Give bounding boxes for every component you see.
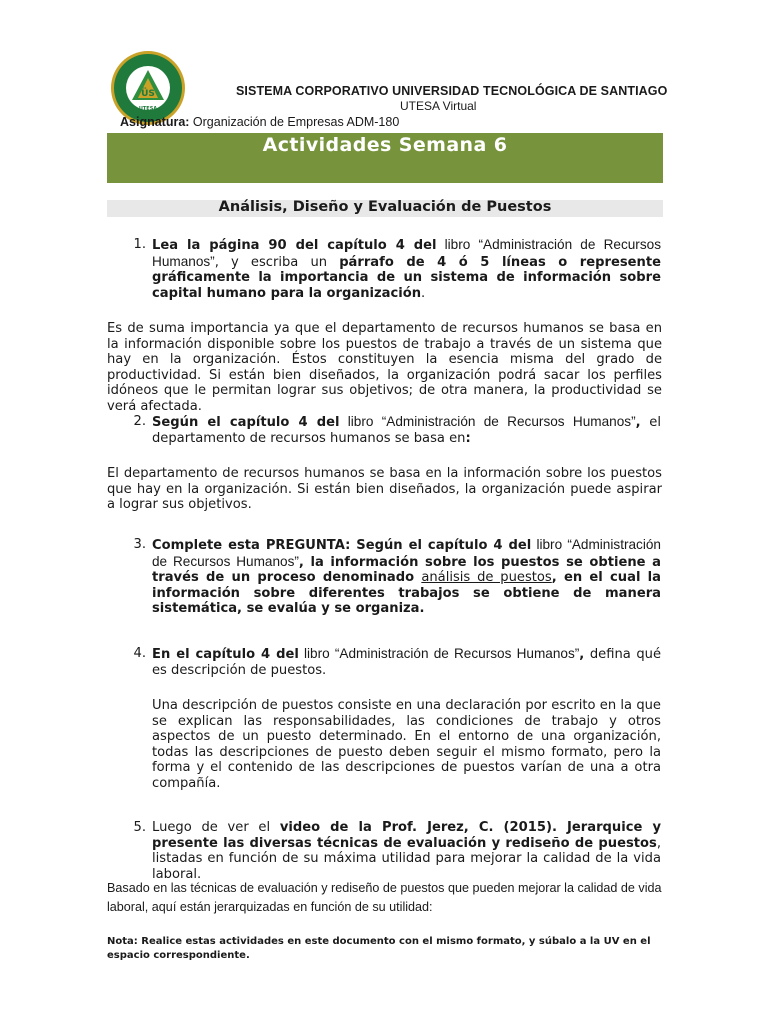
answer-2: El departamento de recursos humanos se basa en la información sobre los puestos que hay en la organización. Si están bien diseñados, la organización puede aspirar a lograr sus objetivos. [107, 466, 662, 513]
q4-part-b: libro “Administración de Recursos Humanos” [298, 646, 580, 661]
svg-text:UTESA: UTESA [138, 106, 158, 112]
question-5 [152, 820, 661, 882]
q5-part-a: Luego de ver el [152, 820, 280, 835]
answer-5: Basado en las técnicas de evaluación y rediseño de puestos que pueden mejorar la calidad de vida laboral, aquí están jerarquizadas en función de su utilidad: [107, 881, 662, 914]
question-number: 3. [133, 537, 146, 552]
q2-part-d: el departamento de recursos humanos se basa en [152, 415, 661, 446]
question-2 [152, 414, 661, 446]
platform-name: UTESA Virtual [400, 99, 477, 113]
q1-part-d: párrafo de 4 ó 5 líneas o represente gráficamente la importancia de un sistema de información sobre capital humano para la organización [152, 254, 661, 301]
question-number: 2. [133, 414, 146, 429]
q1-part-b: libro “Administración de Recursos Humanos” [152, 237, 661, 269]
q2-part-e: : [465, 430, 471, 446]
q1-part-e: . [421, 285, 426, 301]
footer-note: Nota: Realice estas actividades en este documento con el mismo formato, y súbalo a la UV en el espacio correspondiente. [107, 936, 651, 961]
q3-part-a: Complete esta PREGUNTA: Según el capítulo 4 del [152, 538, 532, 553]
q5-part-b: video de la Prof. Jerez, C. (2015). Jerarquice y presente las diversas técnicas de evaluación y rediseño de puestos [152, 820, 661, 851]
q1-part-a: Lea la página 90 del capítulo 4 del [152, 238, 437, 253]
q2-part-b: libro “Administración de Recursos Humanos” [339, 414, 636, 429]
institution-title: SISTEMA CORPORATIVO UNIVERSIDAD TECNOLÓGICA DE SANTIAGO [236, 84, 668, 98]
question-1 [152, 237, 661, 301]
section-title: Análisis, Diseño y Evaluación de Puestos [218, 199, 552, 215]
q5-part-c: , listadas en función de su máxima utilidad para mejorar la calidad de la vida laboral. [152, 835, 661, 882]
q2-part-c: , [635, 415, 641, 430]
answer-1: Es de suma importancia ya que el departamento de recursos humanos se basa en la información disponible sobre los puestos de trabajo a través de un sistema que hay en la organización. Éstos constituyen la esencia misma del grado de productividad. Si están bien diseñados, la organización podrá sacar los perfiles idóneos que le permitan lograr sus objetivos; de otra manera, la productividad se verá afectada. [107, 321, 662, 414]
subject-line [120, 115, 399, 129]
q3-answer-term: análisis de puestos [421, 570, 552, 586]
q4-part-d: defina qué es descripción de puestos. [152, 647, 661, 678]
q1-part-c: , y escriba un [214, 254, 340, 270]
q3-part-b: libro “Administración de Recursos Humanos” [152, 537, 661, 569]
q2-part-a: Según el capítulo 4 del [152, 415, 340, 430]
q4-part-a: En el capítulo 4 del [152, 647, 299, 662]
question-4 [152, 646, 661, 678]
q3-part-c: , la información sobre los puestos se obtiene a través de un proceso denominado [152, 554, 661, 586]
answer-4: Una descripción de puestos consiste en una declaración por escrito en la que se explican las responsabilidades, las condiciones de trabajo y otros aspectos de un puesto determinado. En el entorno de una organización, todas las descripciones de puesto deben seguir el mismo formato, pero la forma y el contenido de las descripciones de puestos varían de una a otra compañía. [152, 698, 661, 791]
subject-label: Asignatura: [120, 115, 190, 129]
page-title: Actividades Semana 6 [262, 134, 508, 156]
question-number: 5. [133, 820, 146, 835]
q3-part-e: , en el cual la información sobre diferentes trabajos se obtiene de manera sistemática, se evalúa y se organiza. [152, 570, 661, 617]
svg-text:ÜS: ÜS [141, 89, 155, 99]
question-number: 4. [133, 646, 146, 661]
question-3 [152, 537, 661, 617]
question-number: 1. [133, 237, 146, 252]
subject-value: Organización de Empresas ADM-180 [189, 115, 400, 129]
q4-part-c: , [579, 647, 585, 662]
section-header [107, 200, 663, 217]
title-banner [107, 133, 663, 183]
